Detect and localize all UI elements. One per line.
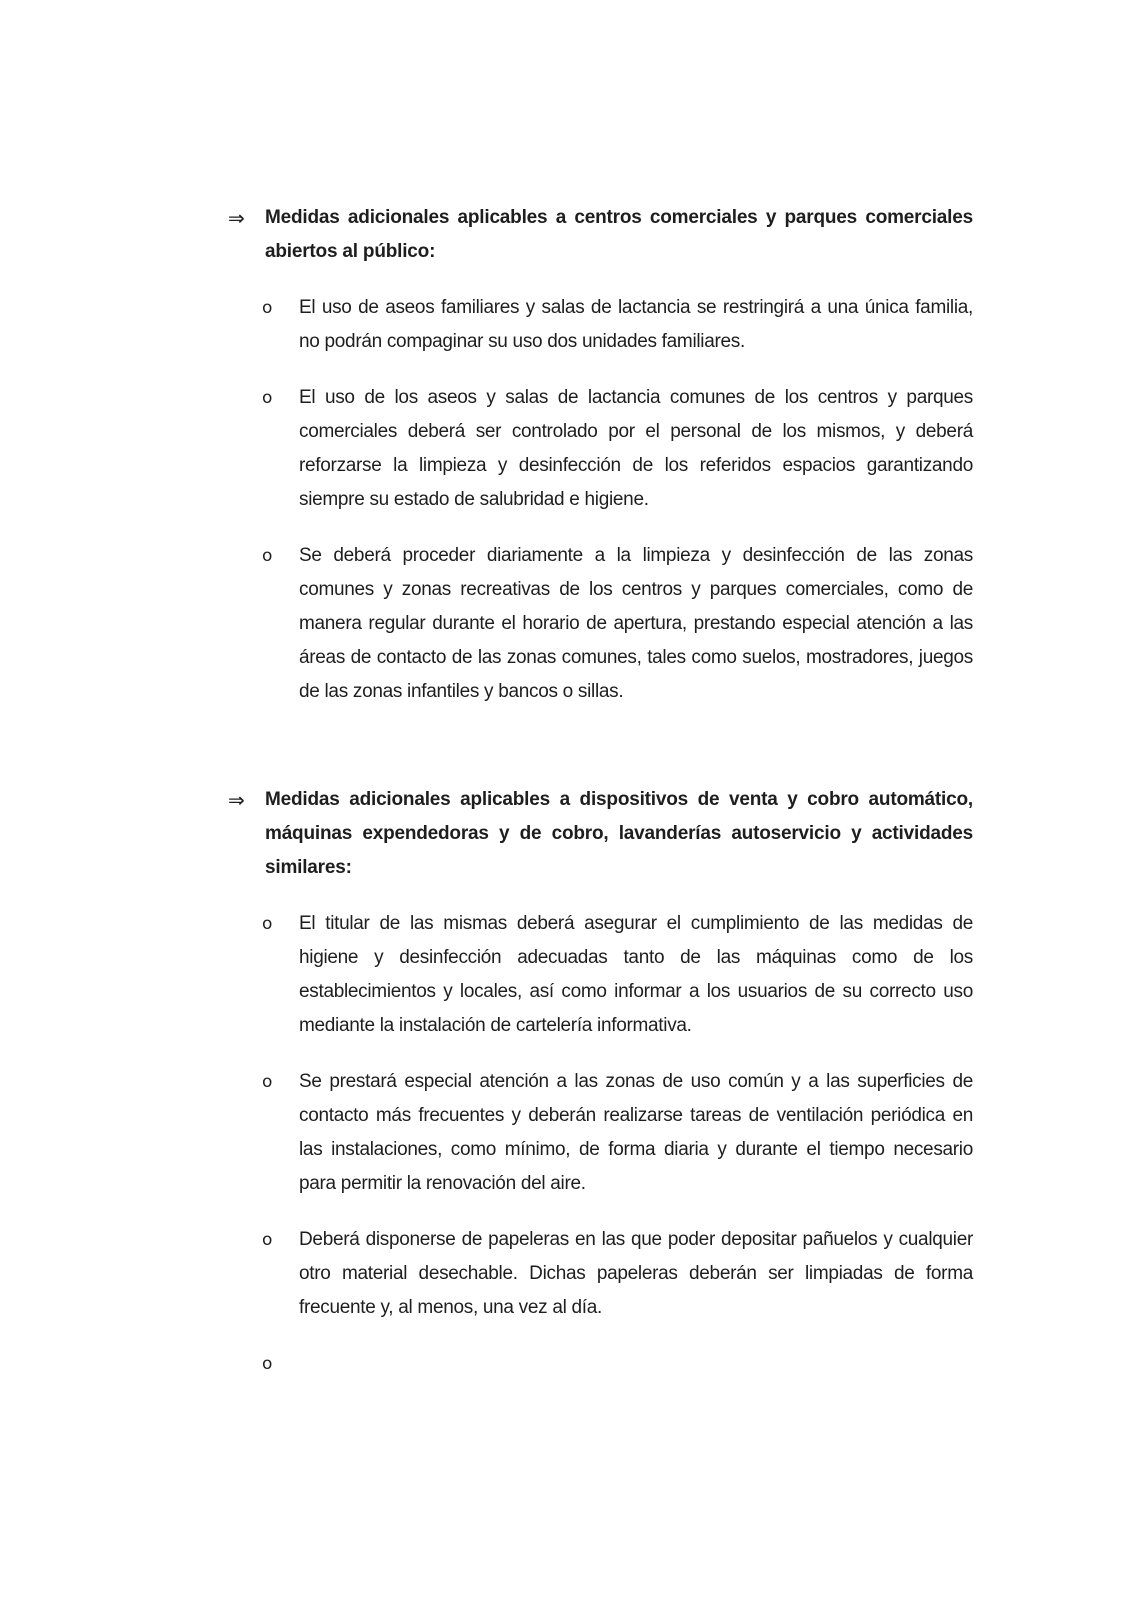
- list-item: [228, 381, 973, 517]
- list-item-text: El uso de los aseos y salas de lactancia comunes de los centros y parques comerciales deberá ser controlado por el personal de los mismos, y deberá reforzarse la limpieza y desinfección de los referidos espacios garantizando siempre su estado de salubridad e higiene.: [299, 387, 973, 510]
- circle-bullet-icon: o: [262, 1354, 273, 1374]
- list-item-text: Se deberá proceder diariamente a la limpieza y desinfección de las zonas comunes y zonas recreativas de los centros y parques comerciales, como de manera regular durante el horario de apertura, prestando especial atención a las áreas de contacto de las zonas comunes, tales como suelos, mostradores, juegos de las zonas infantiles y bancos o sillas.: [299, 545, 973, 702]
- circle-bullet-icon: o: [262, 1072, 273, 1092]
- section-heading: [228, 201, 973, 269]
- arrow-right-icon: ⇒: [228, 206, 245, 230]
- circle-bullet-icon: o: [262, 546, 273, 566]
- list-item-text: El titular de las mismas deberá asegurar el cumplimiento de las medidas de higiene y desinfección adecuadas tanto de las máquinas como de los establecimientos y locales, así como informar a los usuarios de su correcto uso mediante la instalación de cartelería informativa.: [299, 913, 973, 1036]
- circle-bullet-icon: o: [262, 1230, 273, 1250]
- list-item-empty: [228, 1347, 973, 1381]
- list-item: [228, 907, 973, 1043]
- circle-bullet-icon: o: [262, 298, 273, 318]
- list-item: [228, 1065, 973, 1201]
- section-dispositivos-venta: [228, 783, 973, 1403]
- bullet-list: [228, 907, 973, 1381]
- list-item: [228, 1223, 973, 1325]
- section-heading-text: Medidas adicionales aplicables a centros comerciales y parques comerciales abiertos al público:: [265, 207, 973, 262]
- list-item-text: Se prestará especial atención a las zonas de uso común y a las superficies de contacto más frecuentes y deberán realizarse tareas de ventilación periódica en las instalaciones, como mínimo, de forma diaria y durante el tiempo necesario para permitir la renovación del aire.: [299, 1071, 973, 1194]
- arrow-right-icon: ⇒: [228, 788, 245, 812]
- circle-bullet-icon: o: [262, 914, 273, 934]
- list-item: [228, 539, 973, 709]
- list-item-text: El uso de aseos familiares y salas de lactancia se restringirá a una única familia, no podrán compaginar su uso dos unidades familiares.: [299, 297, 973, 352]
- section-heading: [228, 783, 973, 885]
- list-item: [228, 291, 973, 359]
- list-item-text: [299, 1347, 973, 1381]
- list-item-text: Deberá disponerse de papeleras en las que poder depositar pañuelos y cualquier otro material desechable. Dichas papeleras deberán ser limpiadas de forma frecuente y, al menos, una vez al día.: [299, 1229, 973, 1318]
- bullet-list: [228, 291, 973, 709]
- section-centros-comerciales: [228, 201, 973, 731]
- circle-bullet-icon: o: [262, 388, 273, 408]
- section-heading-text: Medidas adicionales aplicables a dispositivos de venta y cobro automático, máquinas expendedoras y de cobro, lavanderías autoservicio y actividades similares:: [265, 789, 973, 878]
